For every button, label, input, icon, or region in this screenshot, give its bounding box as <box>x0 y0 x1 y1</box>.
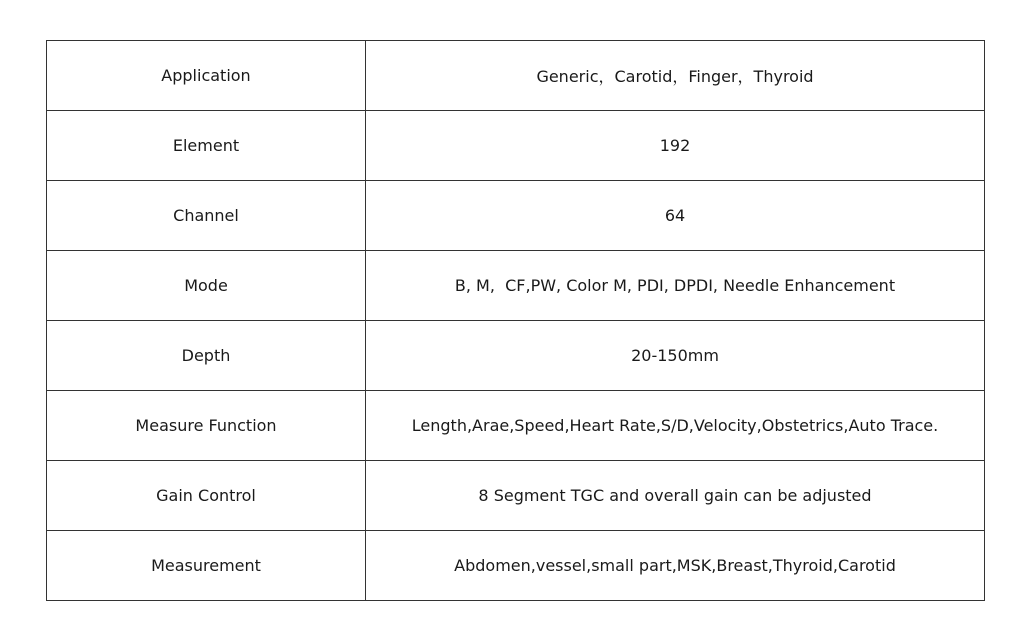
table-row <box>47 461 985 531</box>
table-row <box>47 251 985 321</box>
spec-label-element: Element <box>47 111 366 181</box>
spec-label-measure-function: Measure Function <box>47 391 366 461</box>
spec-value-measure-function: Length,Arae,Speed,Heart Rate,S/D,Velocity,Obstetrics,Auto Trace. <box>366 391 985 461</box>
spec-value-depth: 20-150mm <box>366 321 985 391</box>
table-row <box>47 391 985 461</box>
table-row <box>47 181 985 251</box>
table-row <box>47 41 985 111</box>
spec-label-channel: Channel <box>47 181 366 251</box>
spec-value-element: 192 <box>366 111 985 181</box>
spec-label-gain-control: Gain Control <box>47 461 366 531</box>
spec-label-application: Application <box>47 41 366 111</box>
spec-table-body <box>47 41 985 601</box>
table-row <box>47 111 985 181</box>
spec-label-mode: Mode <box>47 251 366 321</box>
spec-value-channel: 64 <box>366 181 985 251</box>
spec-value-gain-control: 8 Segment TGC and overall gain can be adjusted <box>366 461 985 531</box>
table-row <box>47 531 985 601</box>
spec-table <box>46 40 985 601</box>
spec-value-application: Generic，Carotid，Finger，Thyroid <box>366 41 985 111</box>
spec-value-measurement: Abdomen,vessel,small part,MSK,Breast,Thyroid,Carotid <box>366 531 985 601</box>
table-row <box>47 321 985 391</box>
spec-value-mode: B, M, CF,PW, Color M, PDI, DPDI, Needle Enhancement <box>366 251 985 321</box>
spec-label-measurement: Measurement <box>47 531 366 601</box>
spec-label-depth: Depth <box>47 321 366 391</box>
